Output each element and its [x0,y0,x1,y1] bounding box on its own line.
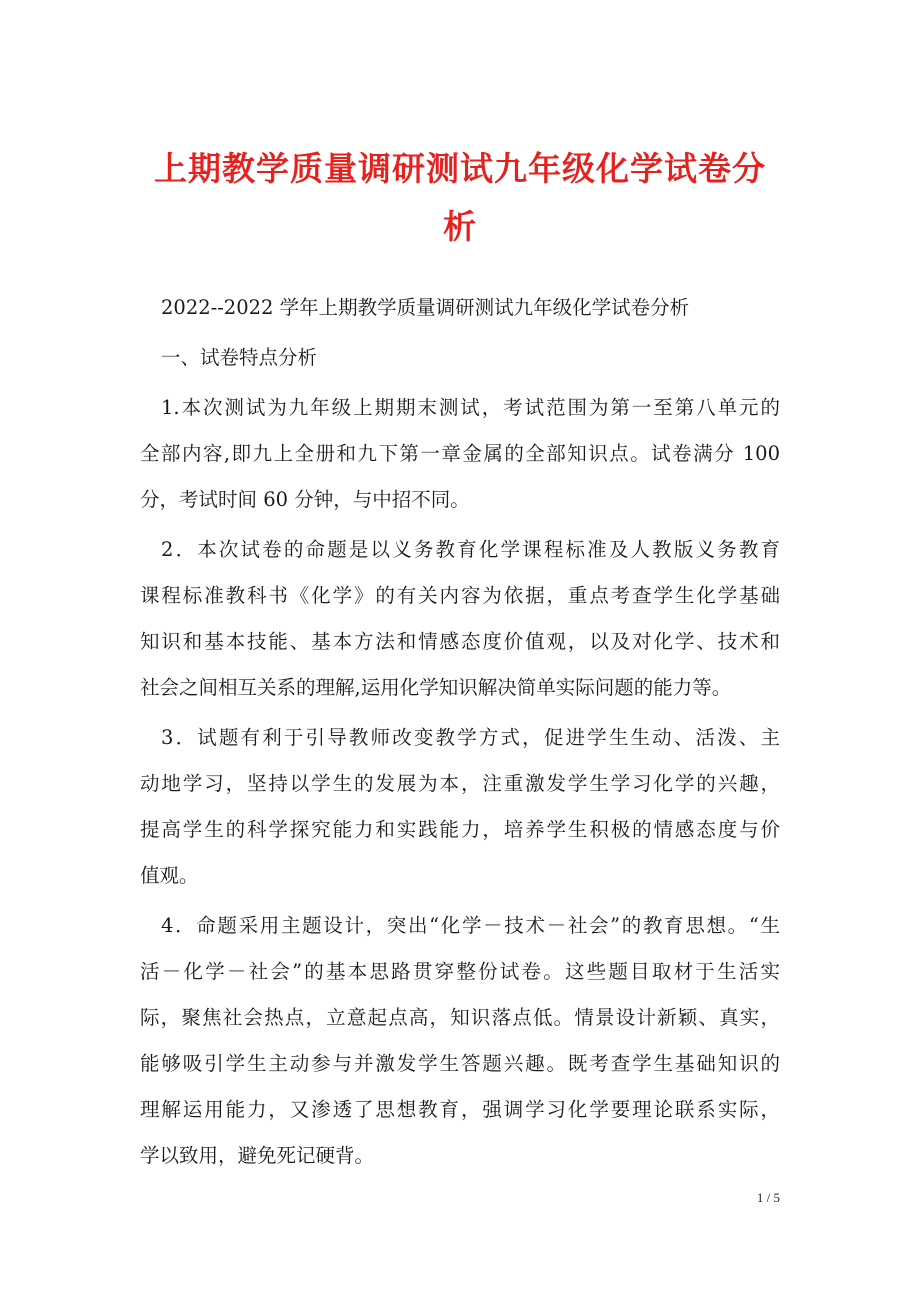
paragraph-1 [140,385,780,523]
text-line: 动地学习，坚持以学生的发展为本，注重激发学生学习化学的兴趣， [140,772,780,795]
text-line: 1.本次测试为九年级上期期末测试，考试范围为第一至第八单元的 [161,396,780,419]
text-line: 值观。 [140,864,199,887]
paragraph-4 [140,903,780,1179]
paragraph-3 [140,715,780,899]
title-line: 析 [443,207,477,246]
text-line: 4．命题采用主题设计，突出“化学－技术－社会”的教育思想。“生 [161,914,780,937]
section-heading [140,335,780,381]
text-line: 分，考试时间 60 分钟，与中招不同。 [140,488,470,511]
text-line: 2．本次试卷的命题是以义务教育化学课程标准及人教版义务教育 [161,538,780,561]
text-line: 际，聚焦社会热点，立意起点高，知识落点低。情景设计新颖、真实， [140,1006,780,1029]
text-line: 提高学生的科学探究能力和实践能力，培养学生积极的情感态度与价 [140,818,780,841]
paragraph-subtitle [140,285,780,331]
document-title [140,140,780,256]
document-body [140,285,780,1179]
title-line: 上期教学质量调研测试九年级化学试卷分 [154,149,766,188]
text-line: 课程标准教科书《化学》的有关内容为依据，重点考查学生化学基础 [140,584,780,607]
paragraph-2 [140,527,780,711]
text-line: 一、试卷特点分析 [161,346,318,369]
text-line: 社会之间相互关系的理解,运用化学知识解决简单实际问题的能力等。 [140,676,732,699]
text-line: 全部内容,即九上全册和九下第一章金属的全部知识点。试卷满分 100 [140,442,780,465]
text-line: 活－化学－社会”的基本思路贯穿整份试卷。这些题目取材于生活实 [140,960,780,983]
text-line: 知识和基本技能、基本方法和情感态度价值观，以及对化学、技术和 [140,630,780,653]
text-line: 理解运用能力，又渗透了思想教育，强调学习化学要理论联系实际， [140,1098,780,1121]
text-line: 学以致用，避免死记硬背。 [140,1144,375,1167]
text-line: 能够吸引学生主动参与并激发学生答题兴趣。既考查学生基础知识的 [140,1052,780,1075]
text-line: 2022--2022 学年上期教学质量调研测试九年级化学试卷分析 [161,296,690,319]
page-number: 1 / 5 [756,1190,780,1205]
text-line: 3．试题有利于引导教师改变教学方式，促进学生生动、活泼、主 [161,726,780,749]
